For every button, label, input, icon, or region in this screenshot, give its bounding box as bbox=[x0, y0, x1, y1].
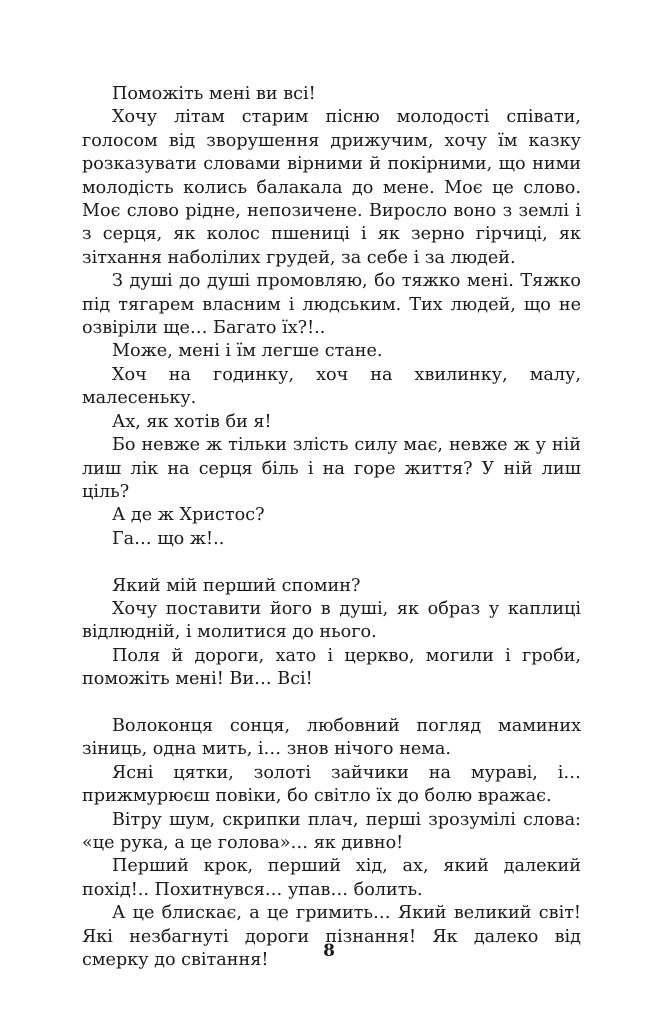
paragraph: А де ж Христос? bbox=[112, 505, 265, 526]
paragraph: Поможіть мені ви всі! bbox=[112, 84, 316, 104]
paragraph: Хочу поставити його в душі, як образ у каплиці відлюдній, і молитися до нього. bbox=[82, 598, 581, 643]
section-gap bbox=[82, 551, 581, 574]
paragraph: А це блискає, а це гримить… Який великий світ! Які незбагнуті дороги пізнання! Як далеко від смерку до світання! bbox=[82, 903, 581, 970]
paragraph: Хоч на годинку, хоч на хвилинку, малу, малесеньку. bbox=[82, 364, 581, 409]
paragraph: Хочу літам старим пісню молодості співати, голосом від зворушення дрижучим, хочу їм казку розказувати словами вірними й покірними, що ними молодість колись балакала до мене. Моє це слово. Моє слово рідне, непозичене. Виросло воно з землі і з серця, як колос пшениці і як зерно гірчиці, як зітхання наболілих грудей, за себе і за людей. bbox=[82, 107, 581, 268]
paragraph: Вітру шум, скрипки плач, перші зрозумілі слова: «це рука, а це голова»… як дивно! bbox=[82, 809, 581, 853]
paragraph: Ах, як хотів би я! bbox=[112, 411, 272, 432]
paragraph: Га… що ж!.. bbox=[112, 528, 225, 549]
paragraph: З душі до душі промовляю, бо тяжко мені. Тяжко під тягарем власним і людським. Тих людей, що не озвіріли ще… Багато їх?!.. bbox=[82, 271, 581, 339]
paragraph: Бо невже ж тільки злість силу має, невже ж у ній лиш лік на серця біль і на горе життя? У ній лиш ціль? bbox=[82, 435, 581, 502]
paragraph: Перший крок, перший хід, ах, який далекий похід!.. Похитнувся… упав… болить. bbox=[82, 856, 581, 900]
page-number: 8 bbox=[323, 941, 335, 961]
page-body bbox=[82, 83, 581, 972]
paragraph: Який мій перший спомин? bbox=[112, 575, 361, 596]
paragraph: Волоконця сонця, любовний погляд маминих зіниць, одна мить, і… знов нічого нема. bbox=[82, 715, 581, 760]
paragraph: Ясні цятки, золоті зайчики на мураві, і… прижмурюєш повіки, бо світло їх до болю вражає. bbox=[82, 762, 581, 807]
paragraph: Може, мені і їм легше стане. bbox=[112, 341, 383, 362]
section-gap bbox=[82, 692, 581, 715]
paragraph: Поля й дороги, хато і церкво, могили і гроби, поможіть мені! Ви… Всі! bbox=[82, 645, 581, 690]
